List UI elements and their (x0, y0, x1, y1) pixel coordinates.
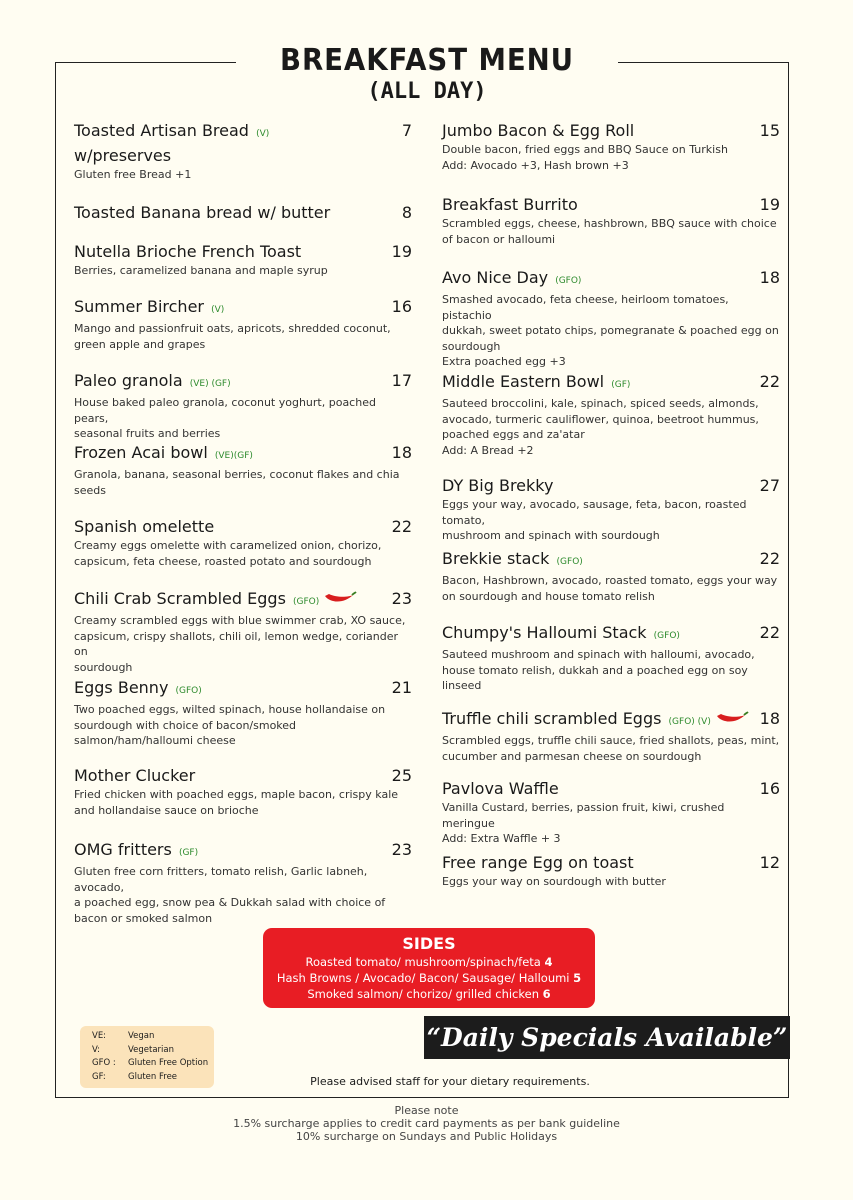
menu-item-header (442, 852, 780, 874)
menu-item-description: Two poached eggs, wilted spinach, house hollandaise on (74, 703, 386, 716)
daily-specials-banner: “Daily Specials Available” (424, 1016, 790, 1059)
menu-item-description: dukkah, sweet potato chips, pomegranate & poached egg on (442, 324, 779, 337)
menu-item-description: seeds (74, 483, 106, 497)
menu-item-description: Smashed avocado, feta cheese, heirloom tomatoes, pistachio (442, 293, 729, 322)
legend-meaning: Gluten Free (128, 1071, 178, 1082)
menu-item-price: 16 (391, 297, 412, 316)
dietary-tag: (VE)(GF) (214, 451, 253, 461)
menu-item (74, 442, 412, 498)
menu-title: BREAKFAST MENU (280, 43, 574, 78)
menu-item-price: 16 (759, 779, 780, 798)
menu-item-price: 18 (759, 709, 780, 728)
menu-item-description: and hollandaise sauce on brioche (74, 803, 259, 817)
menu-item-header (442, 371, 780, 396)
menu-item-description: cucumber and parmesan cheese on sourdough (442, 749, 702, 763)
surcharge-footer (0, 1104, 853, 1143)
menu-item-name (442, 778, 559, 800)
menu-item-name-text: Breakfast Burrito (442, 195, 578, 214)
dietary-note (0, 1075, 853, 1089)
menu-item-description: Eggs your way on sourdough with butter (442, 875, 666, 888)
menu-item-header (442, 475, 780, 497)
menu-item-price: 27 (759, 476, 780, 495)
menu-item-description: Sauteed mushroom and spinach with halloumi, avocado, (442, 648, 755, 661)
menu-item-price: 21 (391, 678, 412, 697)
menu-item-description: avocado, turmeric cauliflower, quinoa, beetroot hummus, (442, 412, 759, 426)
menu-item-description: linseed (442, 679, 482, 692)
menu-item-name-text: Brekkie stack (442, 549, 550, 568)
menu-item (442, 778, 780, 847)
menu-item-header (74, 442, 412, 467)
menu-item-name (442, 708, 749, 733)
menu-item-name (74, 765, 195, 787)
menu-item (74, 296, 412, 352)
menu-item-price: 15 (759, 121, 780, 140)
menu-item (74, 120, 412, 183)
menu-item-name (74, 120, 269, 167)
menu-item-description: Add: Extra Waffle + 3 (442, 832, 561, 845)
menu-item-price: 22 (759, 549, 780, 568)
menu-item-description: Scrambled eggs, cheese, hashbrown, BBQ sauce with choice (442, 217, 777, 230)
menu-item-description: of bacon or halloumi (442, 232, 556, 246)
menu-item-description: seasonal fruits and berries (74, 427, 221, 440)
menu-item (442, 267, 780, 370)
menu-item-description: salmon/ham/halloumi cheese (74, 734, 236, 747)
legend-abbr: V: (92, 1044, 100, 1055)
dietary-tag: (GFO) (555, 276, 582, 286)
footer-line: Please note (394, 1104, 459, 1117)
menu-item-description: Creamy scrambled eggs with blue swimmer crab, XO sauce, (74, 614, 406, 627)
menu-item-name (74, 677, 202, 702)
sides-line-text: Roasted tomato/ mushroom/spinach/feta (305, 955, 541, 969)
sides-line-text: Smoked salmon/ chorizo/ grilled chicken (307, 987, 539, 1001)
menu-item-description: on sourdough and house tomato relish (442, 589, 655, 603)
menu-item-name (442, 371, 630, 396)
menu-item (442, 371, 780, 458)
menu-item-name-text: Jumbo Bacon & Egg Roll (442, 121, 635, 140)
menu-item-name (74, 588, 357, 613)
menu-item-header (74, 241, 412, 263)
sides-line (263, 986, 595, 1002)
menu-item-description: sourdough (74, 660, 133, 674)
menu-item-name-text: Pavlova Waffle (442, 779, 559, 798)
menu-item-header (74, 202, 412, 224)
menu-item (74, 839, 412, 926)
menu-item-header (74, 370, 412, 395)
menu-item-name (442, 194, 578, 216)
menu-item-description: Eggs your way, avocado, sausage, feta, bacon, roasted tomato, (442, 498, 747, 527)
legend-abbr: VE: (92, 1031, 107, 1041)
legend-abbr: GFO : (92, 1058, 116, 1068)
menu-item-name (74, 839, 198, 864)
menu-item-name (442, 852, 634, 874)
menu-item-header (442, 708, 780, 733)
menu-item-name-text: Summer Bircher (74, 297, 204, 316)
menu-item-description: capsicum, feta cheese, roasted potato and sourdough (74, 554, 372, 568)
menu-item-description: Granola, banana, seasonal berries, coconut flakes and chia (74, 468, 400, 481)
menu-item-name-text: Chili Crab Scrambled Eggs (74, 589, 286, 608)
menu-item-price: 19 (759, 195, 780, 214)
menu-item-description: Gluten free corn fritters, tomato relish, Garlic labneh, avocado, (74, 865, 368, 894)
menu-item (74, 516, 412, 569)
menu-item-name-text: Spanish omelette (74, 517, 215, 536)
dietary-tag: (V) (256, 129, 270, 139)
menu-item-description: House baked paleo granola, coconut yoghurt, poached pears, (74, 396, 376, 425)
menu-item-name-text: Toasted Artisan Bread (74, 121, 249, 140)
menu-item-description: Bacon, Hashbrown, avocado, roasted tomato, eggs your way (442, 574, 778, 587)
menu-item-description: poached eggs and za'atar (442, 428, 585, 441)
footer-line (0, 1117, 853, 1130)
menu-item-description: green apple and grapes (74, 337, 206, 351)
menu-item-header (74, 588, 412, 613)
dietary-tag: (GFO) (653, 631, 680, 641)
dietary-tag: (VE) (GF) (189, 379, 231, 389)
menu-item-price: 12 (759, 853, 780, 872)
menu-item-name-cont: w/preserves (74, 146, 172, 165)
footer-text: on Sundays and Public Holidays (378, 1130, 558, 1143)
menu-item-name (442, 475, 553, 497)
chili-pepper-icon (715, 709, 749, 731)
dietary-tag: (GFO) (V) (668, 717, 711, 727)
legend-meaning: Gluten Free Option (128, 1058, 209, 1068)
menu-item (442, 548, 780, 604)
menu-item-name (74, 516, 214, 538)
menu-item-name-text: Truffle chili scrambled Eggs (442, 709, 662, 728)
menu-item-description: sourdough (442, 339, 501, 353)
footer-text: to credit card payments as per bank guideline (362, 1117, 620, 1130)
menu-item-description: Gluten free Bread +1 (74, 168, 192, 181)
menu-item-name-text: Paleo granola (74, 371, 183, 390)
legend-meaning: Vegetarian (128, 1044, 175, 1055)
menu-item-name-text: Nutella Brioche French Toast (74, 242, 302, 261)
legend-row (92, 1030, 214, 1044)
menu-item-name-text: Middle Eastern Bowl (442, 372, 605, 391)
menu-item-description: Add: Avocado +3, Hash brown +3 (442, 158, 629, 172)
sides-line-text: Hash Browns / Avocado/ Bacon/ Sausage/ Halloumi (276, 971, 570, 985)
legend-meaning: Vegan (128, 1031, 155, 1041)
menu-item (442, 622, 780, 694)
menu-item-description: a poached egg, snow pea & Dukkah salad with choice of (74, 896, 386, 909)
menu-item-price: 23 (391, 589, 412, 608)
footer-bold: 10% surcharge (295, 1130, 379, 1143)
menu-item-header (442, 622, 780, 647)
menu-item-name-text: Avo Nice Day (442, 268, 549, 287)
footer-line (0, 1130, 853, 1143)
menu-item (442, 194, 780, 247)
sides-line-price: 4 (544, 955, 553, 969)
dietary-tag: (GF) (611, 380, 631, 390)
menu-item-price: 8 (401, 203, 412, 222)
menu-item-description: Sauteed broccolini, kale, spinach, spiced seeds, almonds, (442, 397, 759, 410)
menu-item-price: 17 (391, 371, 412, 390)
dietary-tag: (GFO) (175, 686, 202, 696)
menu-item-name-text: DY Big Brekky (442, 476, 554, 495)
menu-header (236, 42, 618, 110)
menu-item-name (442, 267, 581, 292)
sides-title: SIDES (402, 934, 456, 953)
menu-item-price: 19 (391, 242, 412, 261)
menu-item-name-text: Free range Egg on toast (442, 853, 634, 872)
menu-subtitle: (ALL DAY) (367, 79, 487, 104)
menu-item (74, 370, 412, 442)
dietary-tag: (GFO) (293, 597, 320, 607)
menu-item-header (74, 120, 412, 167)
legend-abbr: GF: (92, 1071, 106, 1082)
menu-item-header (442, 194, 780, 216)
footer-bold: 1.5% surcharge applies (233, 1117, 363, 1130)
menu-item-description: Scrambled eggs, truffle chili sauce, fried shallots, peas, mint, (442, 734, 780, 747)
menu-item-price: 25 (391, 766, 412, 785)
sides-line-price: 6 (542, 987, 551, 1001)
dietary-tag: (GF) (178, 848, 199, 858)
menu-item-description: sourdough with choice of bacon/smoked (74, 718, 297, 732)
menu-item-price: 18 (759, 268, 780, 287)
menu-item-description: Fried chicken with poached eggs, maple bacon, crispy kale (74, 788, 399, 801)
menu-item-name-text: Mother Clucker (74, 766, 196, 785)
menu-item-name (442, 622, 680, 647)
menu-item-header (74, 765, 412, 787)
menu-item-price: 22 (759, 372, 780, 391)
menu-item (442, 120, 780, 173)
menu-item-description: Vanilla Custard, berries, passion fruit, kiwi, crushed meringue (442, 801, 725, 830)
menu-item-description: Berries, caramelized banana and maple syrup (74, 264, 328, 277)
dietary-tag: (V) (211, 305, 225, 315)
menu-item-description: Creamy eggs omelette with caramelized onion, chorizo, (74, 539, 382, 552)
menu-item-price: 18 (391, 443, 412, 462)
menu-item (74, 241, 412, 279)
legend-row (92, 1057, 214, 1071)
menu-item-description: house tomato relish, dukkah and a poached egg on soy (442, 663, 748, 677)
menu-item-header (442, 120, 780, 142)
menu-item (442, 475, 780, 544)
sides-line (263, 954, 595, 970)
menu-item (442, 852, 780, 890)
menu-item-description: Double bacon, fried eggs and BBQ Sauce on Turkish (442, 143, 728, 156)
menu-item (74, 765, 412, 818)
menu-item-header (442, 548, 780, 573)
menu-item-description: bacon or smoked salmon (74, 911, 213, 925)
menu-item-description: Add: A Bread +2 (442, 443, 534, 457)
menu-item-price: 22 (759, 623, 780, 642)
legend-row (92, 1044, 214, 1058)
menu-item-price: 22 (391, 517, 412, 536)
menu-item (74, 588, 412, 675)
menu-item-name (74, 296, 224, 321)
dietary-note-text: Please advised staff for your dietary requirements. (310, 1075, 590, 1088)
menu-item-price: 23 (391, 840, 412, 859)
menu-item-name-text: OMG fritters (74, 840, 172, 859)
menu-item-price: 7 (401, 121, 412, 140)
menu-item-name-text: Chumpy's Halloumi Stack (442, 623, 647, 642)
sides-line (263, 970, 595, 986)
menu-item-header (74, 839, 412, 864)
menu-item-name-text: Frozen Acai bowl (74, 443, 208, 462)
sides-box (263, 928, 595, 1008)
menu-item (74, 677, 412, 749)
menu-item (74, 202, 412, 224)
menu-item-header (74, 516, 412, 538)
menu-item-name (74, 202, 330, 224)
menu-item-description: Mango and passionfruit oats, apricots, shredded coconut, (74, 322, 391, 335)
chili-pepper-icon (323, 589, 357, 611)
menu-item-description: mushroom and spinach with sourdough (442, 529, 660, 542)
menu-item-name (74, 370, 231, 395)
menu-item-header (442, 778, 780, 800)
menu-item-name (442, 120, 634, 142)
menu-item-header (74, 677, 412, 702)
sides-line-price: 5 (573, 971, 582, 985)
menu-item-header (442, 267, 780, 292)
menu-item-name (442, 548, 583, 573)
menu-item-header (74, 296, 412, 321)
menu-item-name-text: Toasted Banana bread w/ butter (74, 203, 331, 222)
menu-item-name (74, 442, 253, 467)
menu-item-name-text: Eggs Benny (74, 678, 169, 697)
dietary-tag: (GFO) (556, 557, 583, 567)
menu-item (442, 708, 780, 764)
menu-item-description: capsicum, crispy shallots, chili oil, lemon wedge, coriander on (74, 629, 399, 658)
menu-item-name (74, 241, 301, 263)
menu-item-description: Extra poached egg +3 (442, 355, 566, 368)
